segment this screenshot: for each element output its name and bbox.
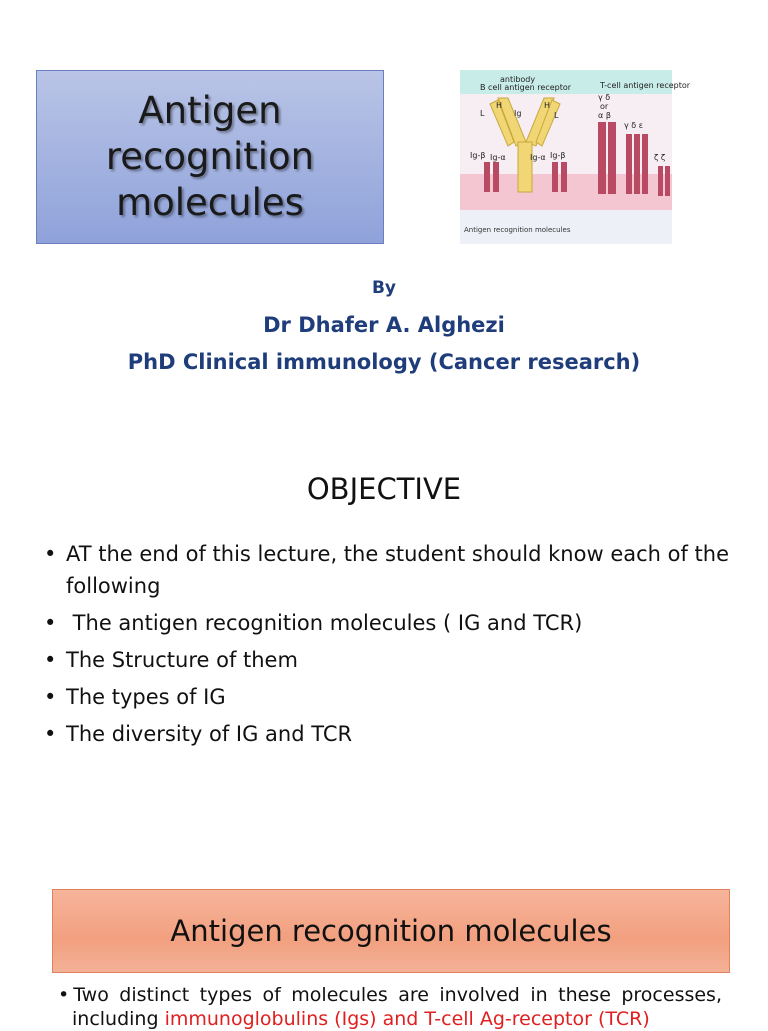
svg-text:L: L (554, 111, 559, 120)
title-box (36, 70, 384, 244)
by-label: By (371, 278, 397, 298)
svg-text:L: L (480, 109, 485, 118)
svg-text:γ δ ε: γ δ ε (624, 121, 644, 130)
intro-line-2: including immunoglobulins (Igs) and T-cell Ag-receptor (TCR) (72, 1008, 650, 1030)
svg-text:B cell antigen receptor: B cell antigen receptor (480, 83, 572, 92)
section-title: Antigen recognition molecules (170, 914, 612, 948)
svg-text:α β: α β (598, 111, 611, 120)
svg-text:Ig-α: Ig-α (490, 153, 506, 162)
objective-list (44, 538, 734, 755)
intro-paragraph (58, 983, 722, 1031)
svg-text:Ig-α: Ig-α (530, 153, 546, 162)
objective-heading: OBJECTIVE (306, 472, 462, 506)
title-line-2: recognition (105, 135, 315, 178)
svg-text:H: H (544, 101, 551, 110)
author-name: Dr Dhafer A. Alghezi (263, 313, 505, 337)
list-item: • AT the end of this lecture, the student should know each of the following (44, 538, 734, 602)
list-item: • The types of IG (44, 681, 734, 713)
title-line-3: molecules (116, 181, 304, 224)
svg-text:Ig-β: Ig-β (550, 151, 566, 160)
svg-text:Ig-β: Ig-β (470, 151, 486, 160)
highlight-text: immunoglobulins (Igs) and T-cell Ag-receptor (TCR) (164, 1008, 650, 1030)
bullet-icon: • (58, 984, 70, 1006)
svg-text:T-cell antigen receptor: T-cell antigen receptor (600, 81, 691, 90)
bullet-icon: • (44, 685, 57, 709)
section-header-box (52, 889, 730, 973)
intro-line-1: Two distinct types of molecules are involved in these processes, (73, 984, 722, 1006)
bullet-icon: • (44, 722, 57, 746)
list-item: • The diversity of IG and TCR (44, 718, 734, 750)
bullet-icon: • (44, 648, 57, 672)
bullet-icon: • (44, 611, 57, 635)
author-degree: PhD Clinical immunology (Cancer research) (127, 350, 641, 374)
list-item: • The antigen recognition molecules ( IG and TCR) (44, 607, 734, 639)
svg-text:Antigen recognition molecules: Antigen recognition molecules (464, 226, 571, 234)
antigen-receptor-diagram (460, 70, 691, 244)
svg-text:ζ ζ: ζ ζ (654, 153, 666, 162)
slide-title (106, 88, 314, 226)
svg-text:or: or (600, 102, 609, 111)
svg-text:Ig: Ig (514, 109, 522, 118)
title-line-1: Antigen (138, 89, 282, 132)
svg-text:H: H (496, 101, 503, 110)
svg-text:antibody: antibody (500, 75, 536, 84)
bullet-icon: • (44, 542, 57, 566)
list-item: • The Structure of them (44, 644, 734, 676)
svg-text:γ δ: γ δ (598, 93, 611, 102)
